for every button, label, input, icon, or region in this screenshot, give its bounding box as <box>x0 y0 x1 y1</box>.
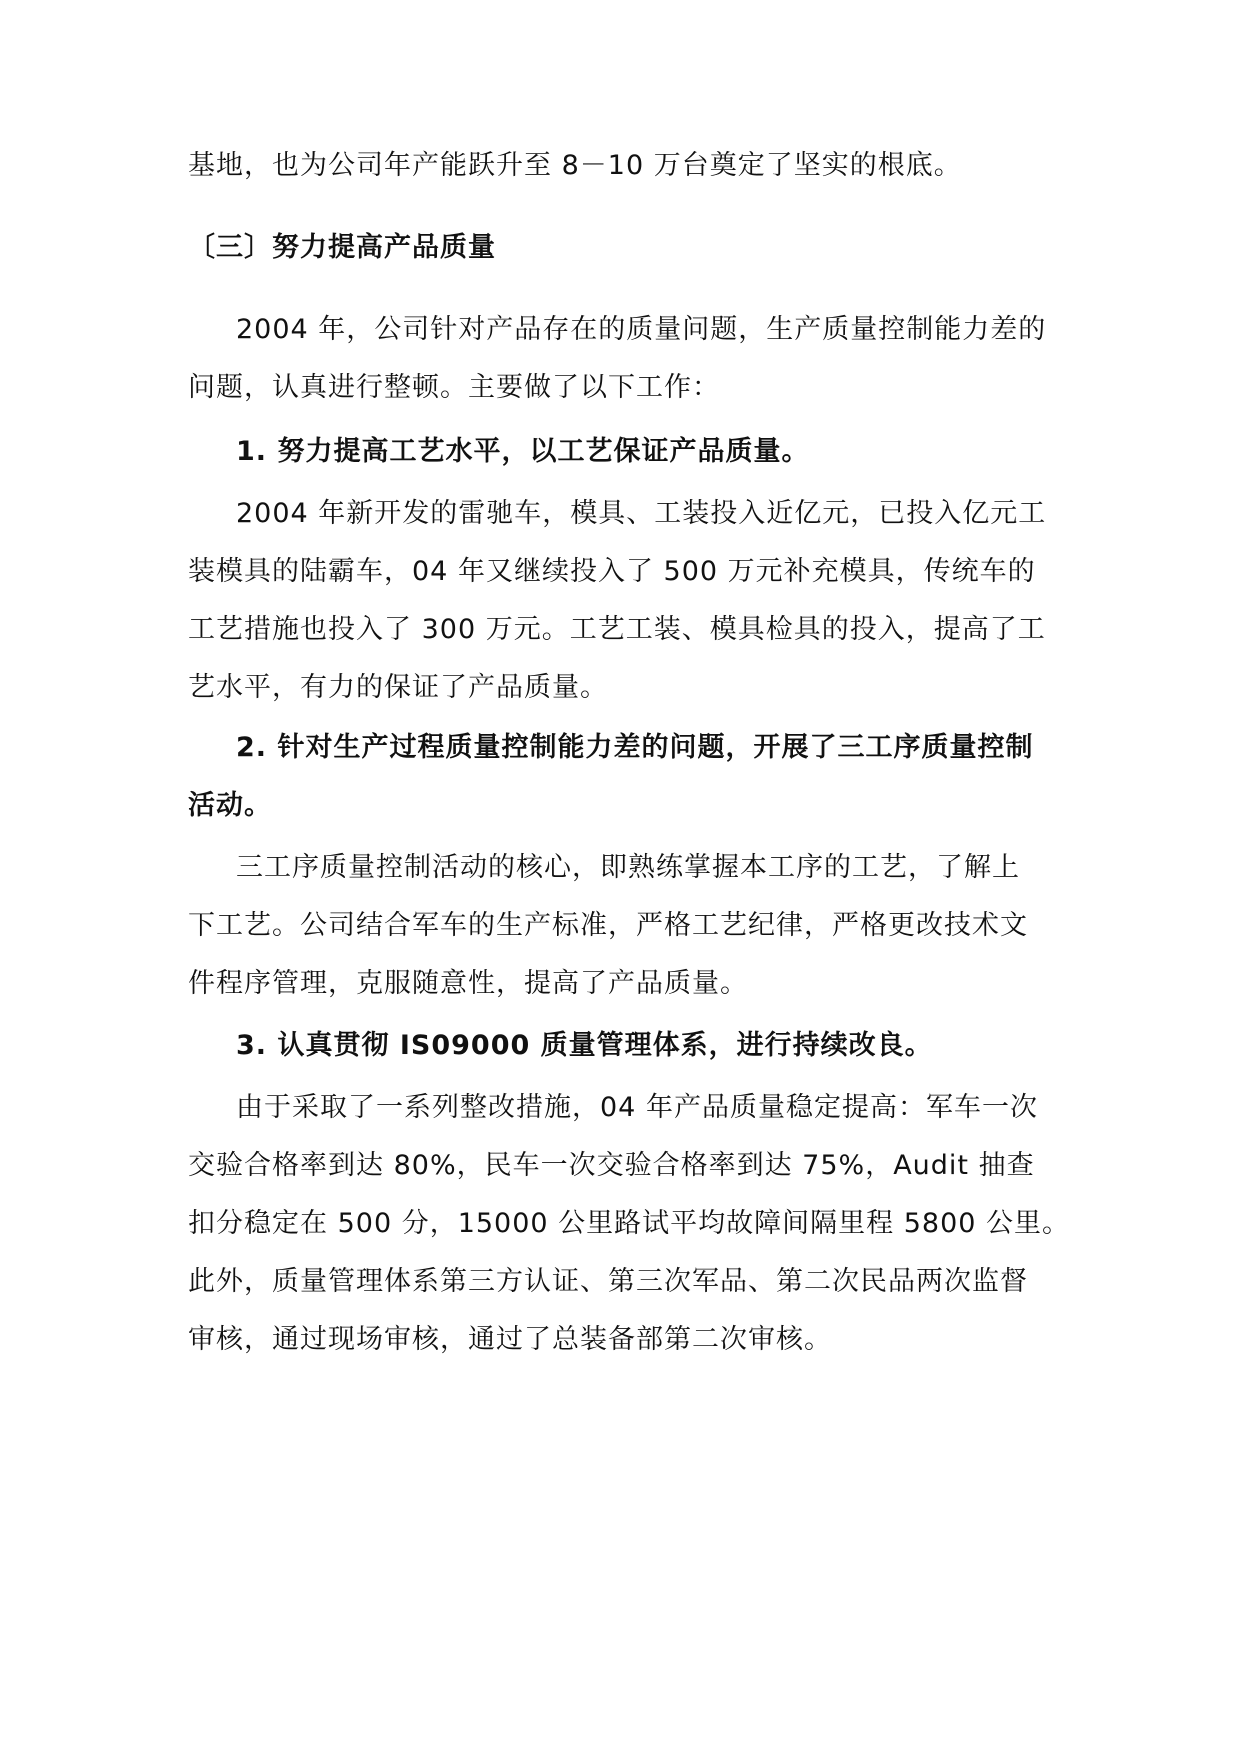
paragraph-line: 工艺措施也投入了 300 万元。工艺工装、模具检具的投入，提高了工 <box>188 614 1046 645</box>
paragraph-line: 问题，认真进行整顿。主要做了以下工作： <box>188 372 720 403</box>
paragraph-line: 下工艺。公司结合军车的生产标准，严格工艺纪律，严格更改技术文 <box>188 910 1028 941</box>
paragraph-line: 交验合格率到达 80%，民车一次交验合格率到达 75%，Audit 抽查 <box>188 1150 1035 1181</box>
subheading: 活动。 <box>188 790 272 821</box>
paragraph-line: 装模具的陆霸车，04 年又继续投入了 500 万元补充模具，传统车的 <box>188 556 1036 587</box>
subheading: 1. 努力提高工艺水平，以工艺保证产品质量。 <box>236 436 810 467</box>
paragraph-line: 2004 年，公司针对产品存在的质量问题，生产质量控制能力差的 <box>236 314 1047 345</box>
paragraph-line: 基地，也为公司年产能跃升至 8－10 万台奠定了坚实的根底。 <box>188 150 962 181</box>
paragraph-line: 由于采取了一系列整改措施，04 年产品质量稳定提高：军车一次 <box>236 1092 1038 1123</box>
paragraph-line: 扣分稳定在 500 分，15000 公里路试平均故障间隔里程 5800 公里。 <box>188 1208 1071 1239</box>
paragraph-line: 三工序质量控制活动的核心，即熟练掌握本工序的工艺，了解上 <box>236 852 1020 883</box>
subheading: 3. 认真贯彻 IS09000 质量管理体系，进行持续改良。 <box>236 1030 933 1061</box>
paragraph-line: 审核，通过现场审核，通过了总装备部第二次审核。 <box>188 1324 832 1355</box>
paragraph-line: 此外，质量管理体系第三方认证、第三次军品、第二次民品两次监督 <box>188 1266 1028 1297</box>
subheading: 2. 针对生产过程质量控制能力差的问题，开展了三工序质量控制 <box>236 732 1034 763</box>
section-heading: 〔三〕努力提高产品质量 <box>188 232 496 263</box>
paragraph-line: 件程序管理，克服随意性，提高了产品质量。 <box>188 968 748 999</box>
paragraph-line: 艺水平，有力的保证了产品质量。 <box>188 672 608 703</box>
paragraph-line: 2004 年新开发的雷驰车，模具、工装投入近亿元，已投入亿元工 <box>236 498 1047 529</box>
